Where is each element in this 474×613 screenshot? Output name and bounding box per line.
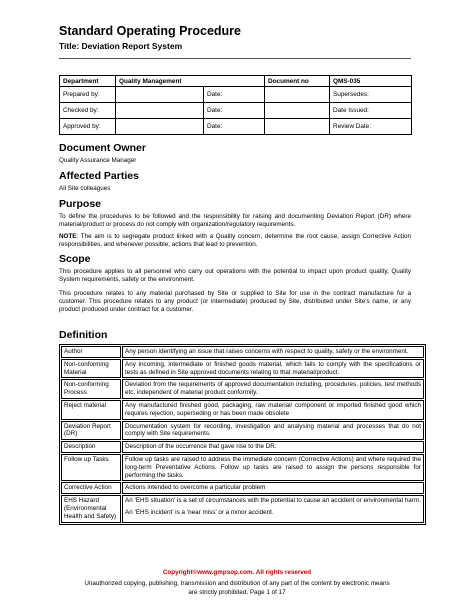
document-no-label: Document no [265,76,330,87]
definition-text [122,441,424,453]
purpose-paragraph: To define the procedures to be followed and the responsibility for raising and documenting Deviation Report (DR) where material/product or process do not comply with organization/regulatory requirements. [59,213,411,229]
copyright-notice: Copyright©www.gmpsop.com. All rights reserved [162,569,312,576]
definition-paragraph: Any incoming, intermediate or finished goods material, which fails to comply with the specifications or tests as defined in Site approved documents relating to that material/product. [125,360,421,376]
purpose-note [59,233,411,249]
scope-heading: Scope [59,253,91,265]
department-label: Department [60,76,116,87]
definition-term: Non-conforming Process [61,379,121,399]
definition-term: Author [61,346,121,358]
definition-term: Reject material [61,400,121,420]
definition-row [61,379,424,399]
definition-term: Non-conforming Material [61,359,121,379]
note-label: NOTE [59,233,77,240]
definition-text [122,346,424,358]
affected-parties-heading: Affected Parties [59,170,139,182]
approved-by-field [116,119,204,135]
definition-paragraph: Any person identifying an issue that raises concerns with respect to quality, safety or the environment. [125,348,409,355]
definition-row [61,400,424,420]
affected-parties-text: All Site colleagues [59,185,111,192]
definition-row [61,495,424,522]
document-no-value: QMS-035 [330,76,412,87]
definition-paragraph: Documentation system for recording, investigation and analysing material and processes that do not comply with Site requirements. [125,422,421,438]
prepared-date-label: Date: [204,87,265,103]
definition-term: Follow up Tasks [61,454,121,481]
document-title: Standard Operating Procedure [59,24,241,38]
approved-date-label: Date: [204,119,265,135]
date-issued-label: Date Issued: [330,103,412,119]
document-control-table [59,75,412,135]
checked-by-field [116,103,204,119]
definition-heading: Definition [59,329,108,341]
supersedes-label: Supersedes: [330,87,412,103]
review-date-label: Review Date: [330,119,412,135]
definition-paragraph: Description of the occurrence that gave rise to the DR. [125,443,277,451]
definition-row [61,346,424,358]
scope-paragraph-1: This procedure applies to all personnel who carry out operations with the potential to impact upon product quality, Quality System requirements, safety or the environment. [59,268,411,284]
checked-date-field [265,103,330,119]
control-table-header-row [60,76,412,87]
definition-paragraph: Actions intended to overcome a particular problem [125,484,266,492]
definition-paragraph: An ‘EHS situation’ is a set of circumstances with the potential to cause an accident or environmental harm. [125,497,421,505]
control-table-row [60,103,412,119]
definition-text [122,454,424,481]
definition-paragraph: An ‘EHS incident’ is a ‘near miss’ or a minor accident. [125,508,274,516]
definition-text [122,379,424,399]
definition-text [122,482,424,494]
document-owner-text: Quality Assurance Manager [59,157,137,164]
definition-term: Corrective Action [61,482,121,494]
definitions-table [59,344,426,525]
prepared-by-label: Prepared by: [60,87,116,103]
document-subtitle: Title: Deviation Report System [59,41,183,51]
control-table-row [60,87,412,103]
definition-term: EHS Hazard (Environmental Health and Safety) [61,495,121,522]
definition-term: Deviation Report (DR) [61,421,121,441]
approved-by-label: Approved by: [60,119,116,135]
definition-paragraph: Any manufactured finished good, packaging, raw material/ component or imported finished good which requires rejection, superseding or has been made obsolete [125,401,421,417]
checked-date-label: Date: [204,103,265,119]
definition-paragraph: Deviation from the requirements of approved documentation including, procedures, policies, test methods etc, independent of material product conformity. [125,381,421,397]
definition-row [61,421,424,441]
definition-text [122,400,424,420]
prepared-by-field [116,87,204,103]
purpose-heading: Purpose [59,198,102,210]
header-divider [59,58,411,59]
approved-date-field [265,119,330,135]
footer-notice: Unauthorized copying, publishing, transmission and distribution of any part of the content by electronic means are strictly prohibited. Page 1 of 17 [84,580,390,596]
definition-row [61,482,424,494]
document-owner-heading: Document Owner [59,142,146,154]
definition-row [61,454,424,481]
definition-text [122,495,424,522]
scope-paragraph-2: This procedure relates to any material purchased by Site or supplied to Site for use in the contract manufacture for a customer. This procedure relates to any product (or intermediate) produced by Site, distributed under Site’s name, or any product produced under contract for a customer. [59,290,411,314]
definition-paragraph: Follow up tasks are raised to address the immediate concern (Corrective Actions) and where required the long-term Preventative Actions. Follow up tasks are raised to assign the persons responsible for performing the tasks. [125,455,421,479]
definition-text [122,421,424,441]
definition-text [122,359,424,379]
prepared-date-field [265,87,330,103]
definition-term: Description [61,441,121,453]
definition-row [61,441,424,453]
checked-by-label: Checked by: [60,103,116,119]
note-text: : The aim is to segregate product linked with a Quality concern, determine the root cause, assign Corrective Action responsibilities, and whenever possible, actions that lead to prevention. [59,233,411,249]
control-table-row [60,119,412,135]
definition-row [61,359,424,379]
department-value: Quality Management [116,76,265,87]
